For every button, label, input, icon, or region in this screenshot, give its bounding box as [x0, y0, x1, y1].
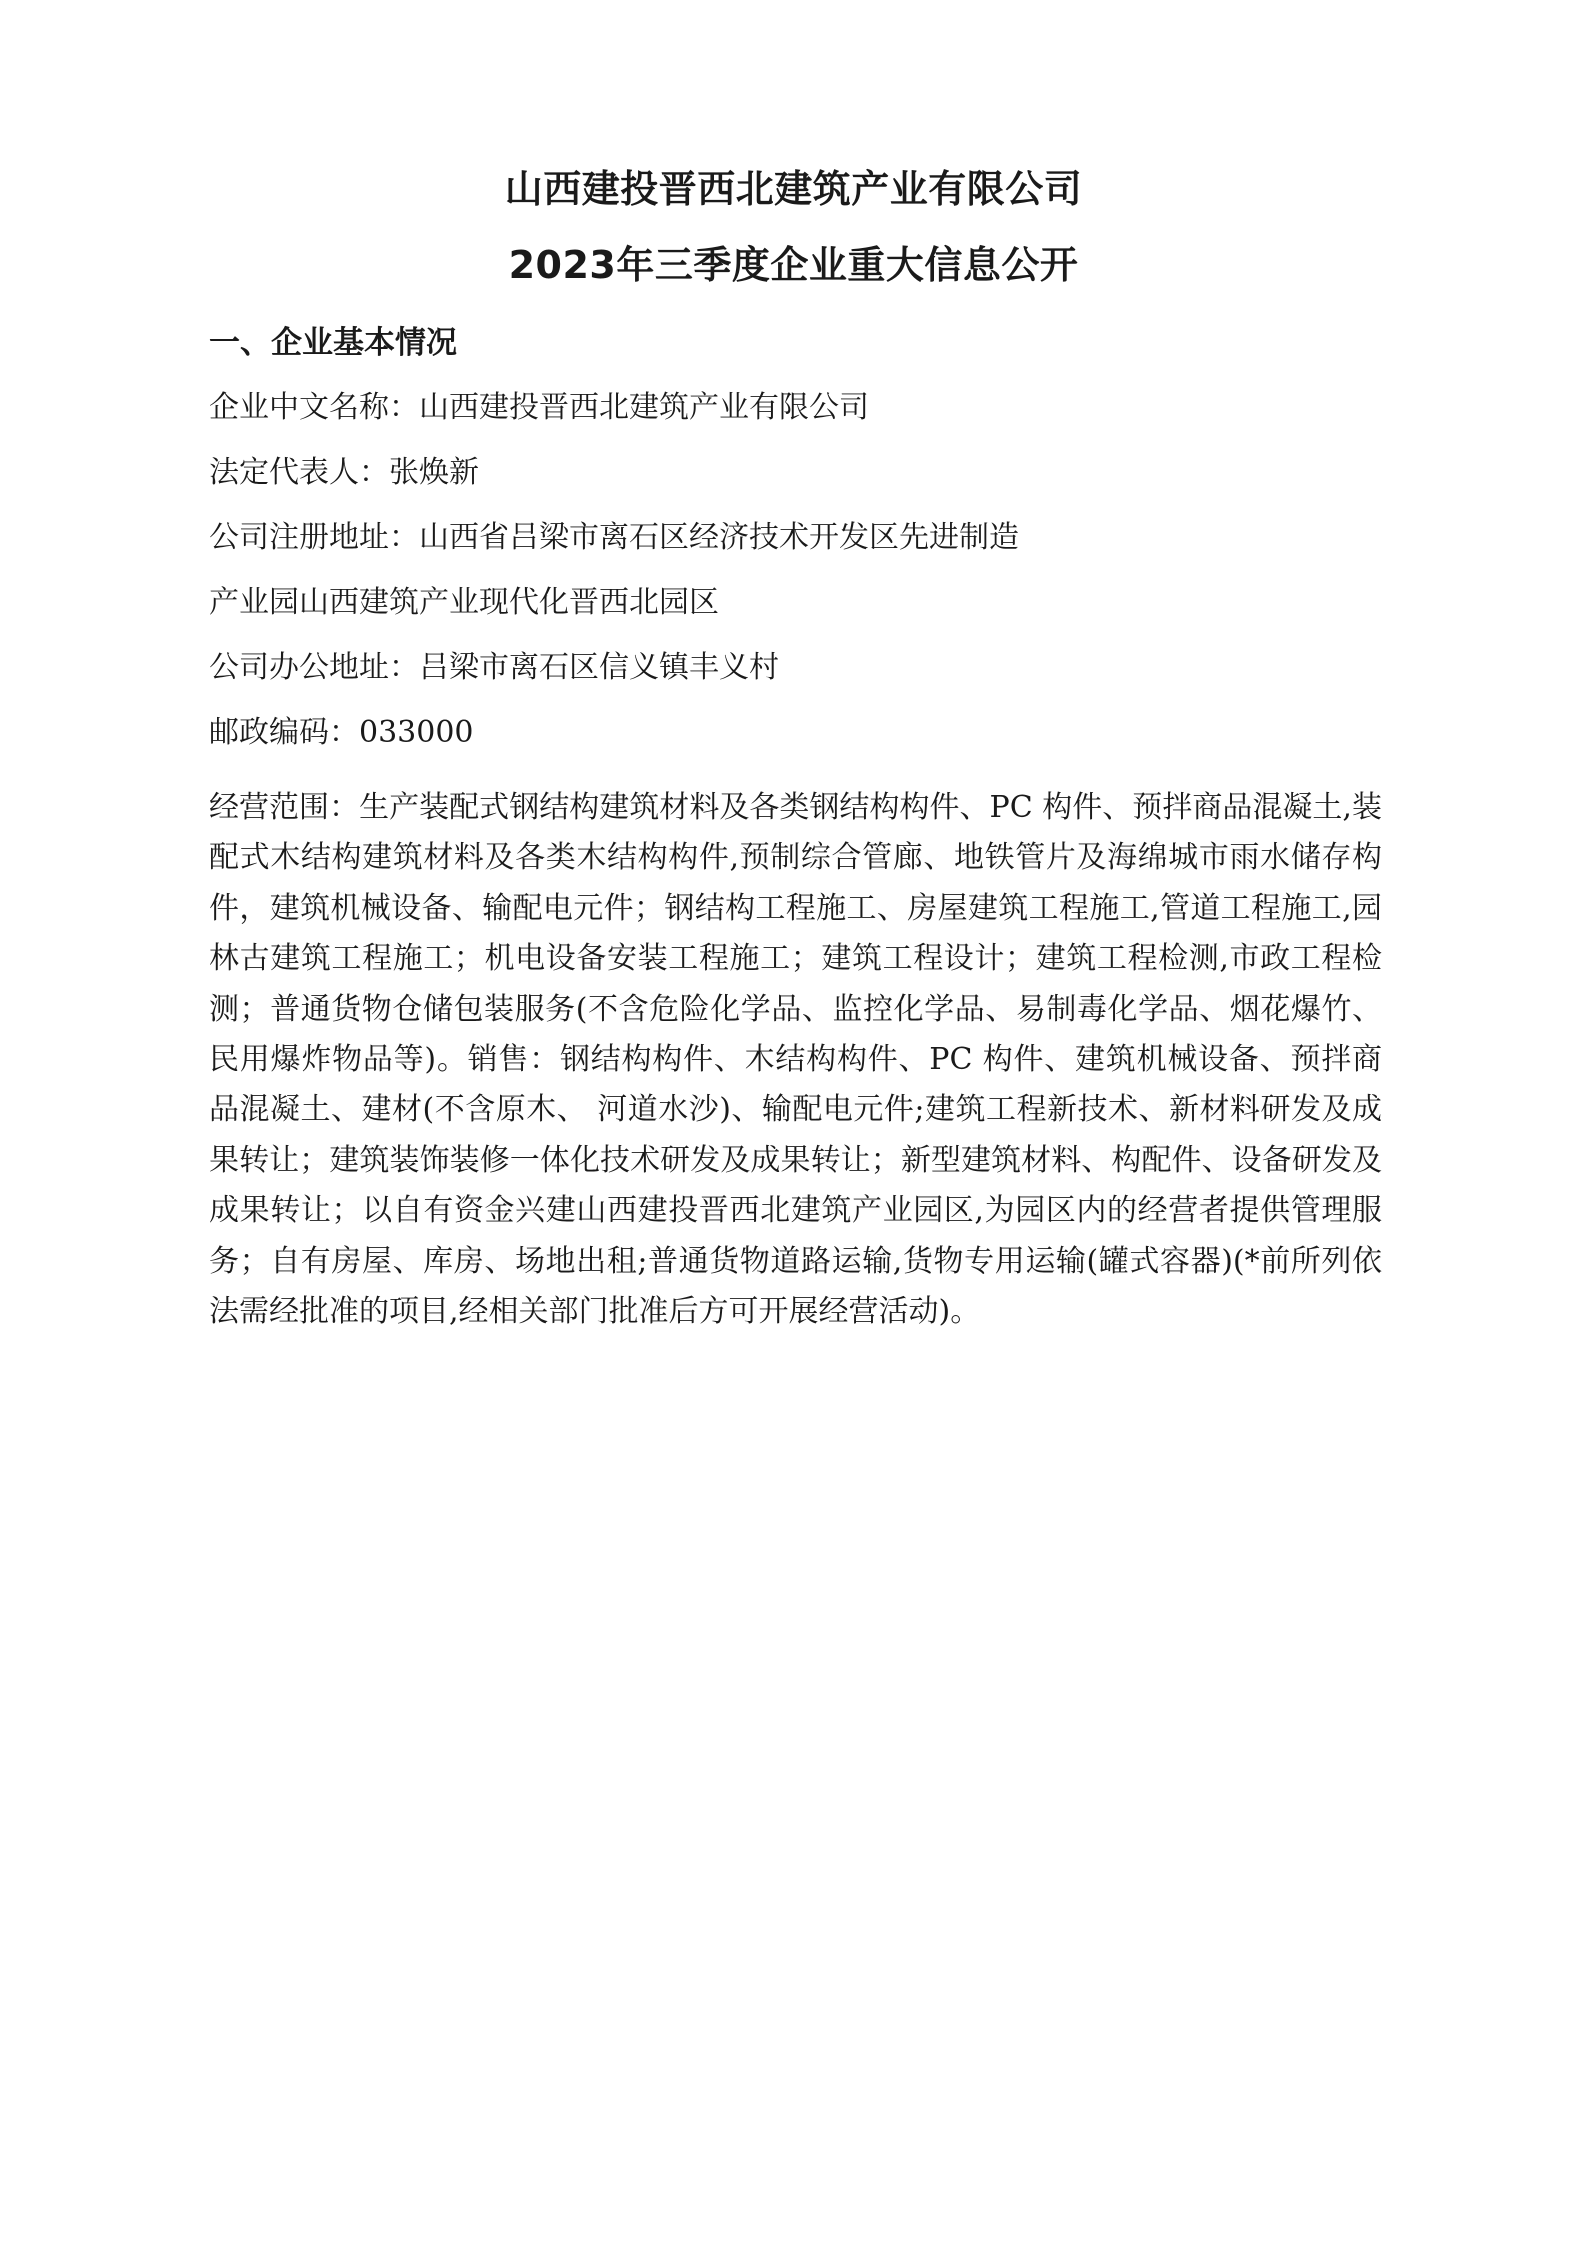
field-office-address: 公司办公地址：吕梁市离石区信义镇丰义村 [209, 650, 779, 685]
field-registered-address-line-2: 产业园山西建筑产业现代化晋西北园区 [209, 585, 719, 620]
field-business-scope: 经营范围：生产装配式钢结构建筑材料及各类钢结构构件、PC 构件、预拌商品混凝土,装配式木结构建筑材料及各类木结构构件,预制综合管廊、地铁管片及海绵城市雨水储存构件，建筑机械设备、输配电元件；钢结构工程施工、房屋建筑工程施工,管道工程施工,园林古建筑工程施工；机电设备安装工程施工；建筑工程设计；建筑工程检测,市政工程检测；普通货物仓储包装服务(不含危险化学品、监控化学品、易制毒化学品、烟花爆竹、民用爆炸物品等)。销售：钢结构构件、木结构构件、PC 构件、建筑机械设备、预拌商品混凝土、建材(不含原木、 河道水沙)、输配电元件;建筑工程新技术、新材料研发及成果转让；建筑装饰装修一体化技术研发及成果转让；新型建筑材料、构配件、设备研发及成果转让；以自有资金兴建山西建投晋西北建筑产业园区,为园区内的经营者提供管理服务；自有房屋、库房、场地出租;普通货物道路运输,货物专用运输(罐式容器)(*前所列依法需经批准的项目,经相关部门批准后方可开展经营活动)。 [209, 790, 1382, 1329]
document-title-line-1: 山西建投晋西北建筑产业有限公司 [504, 167, 1083, 211]
field-legal-representative: 法定代表人：张焕新 [209, 455, 479, 490]
document-title-line-2: 2023年三季度企业重大信息公开 [508, 243, 1079, 287]
field-registered-address-line-1: 公司注册地址：山西省吕梁市离石区经济技术开发区先进制造 [209, 520, 1019, 555]
section-heading-basic-info: 一、企业基本情况 [209, 325, 457, 361]
field-postal-code: 邮政编码：033000 [209, 715, 474, 750]
field-company-name: 企业中文名称：山西建投晋西北建筑产业有限公司 [209, 390, 869, 425]
